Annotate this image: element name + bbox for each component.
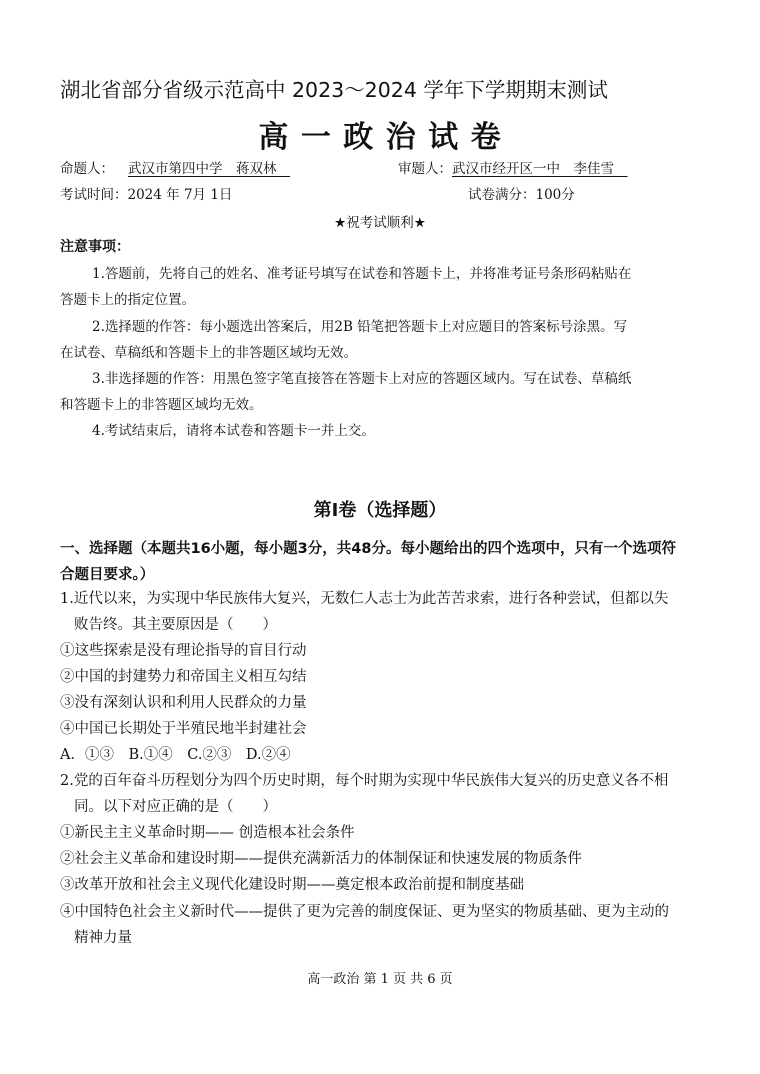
- exam-title: 高 一 政 治 试 卷: [258, 120, 502, 155]
- question-stem: 1.近代以来，为实现中华民族伟大复兴，无数仁人志士为此苦苦求索，进行各种尝试，但都以失: [60, 591, 669, 607]
- page-footer: 高一政治 第 1 页 共 6 页: [307, 972, 453, 987]
- notes-line: 和答题卡上的非答题区域均无效。: [60, 397, 263, 413]
- blessing: ★祝考试顺利★: [334, 215, 426, 231]
- notes-line: 1.答题前，先将自己的姓名、准考证号填写在试卷和答题卡上，并将准考证号条形码粘贴在: [92, 266, 632, 282]
- section-instruction: 一、选择题（本题共16小题，每小题3分，共48分。每小题给出的四个选项中，只有一个选项符: [60, 541, 676, 557]
- question-stem: 同。以下对应正确的是（ ）: [74, 799, 277, 815]
- question-options: A．①③ B.①④ C.②③ D.②④: [60, 747, 291, 763]
- exam-time: 考试时间：2024 年 7月 1日: [60, 187, 233, 203]
- reviewer-line: [398, 157, 628, 177]
- author-label: 命题人：: [60, 161, 114, 177]
- question-item: ④中国已长期处于半殖民地半封建社会: [60, 721, 307, 737]
- question-stem: 2.党的百年奋斗历程划分为四个历史时期，每个时期为实现中华民族伟大复兴的历史意义各不相: [60, 773, 669, 789]
- question-item: ④中国特色社会主义新时代——提供了更为完善的制度保证、更为坚实的物质基础、更为主动的: [60, 904, 669, 920]
- question-item: ①新民主主义革命时期—— 创造根本社会条件: [60, 825, 355, 841]
- notes-line: 2.选择题的作答：每小题选出答案后，用2B 铅笔把答题卡上对应题目的答案标号涂黑。写: [92, 319, 628, 335]
- reviewer-value: 武汉市经开区一中 李佳雪: [452, 161, 614, 177]
- question-stem: 败告终。其主要原因是（ ）: [74, 617, 277, 633]
- question-item: ②社会主义革命和建设时期——提供充满新活力的体制保证和快速发展的物质条件: [60, 851, 582, 867]
- question-item: ①这些探索是没有理论指导的盲目行动: [60, 643, 307, 659]
- school-line: 湖北省部分省级示范高中 2023～2024 学年下学期期末测试: [60, 78, 608, 102]
- author-value: 武汉市第四中学 蒋双林: [128, 161, 277, 177]
- section-instruction: 合题目要求。）: [60, 567, 155, 583]
- notes-line: 4.考试结束后，请将本试卷和答题卡一并上交。: [92, 423, 375, 439]
- notes-title: 注意事项：: [60, 239, 130, 255]
- notes-line: 在试卷、草稿纸和答题卡上的非答题区域均无效。: [60, 345, 357, 361]
- section-title: 第Ⅰ卷（选择题）: [313, 500, 447, 521]
- reviewer-label: 审题人：: [398, 161, 452, 177]
- author-line: [60, 157, 290, 177]
- question-item: ②中国的封建势力和帝国主义相互勾结: [60, 669, 307, 685]
- notes-line: 3.非选择题的作答：用黑色签字笔直接答在答题卡上对应的答题区域内。写在试卷、草稿纸: [92, 371, 632, 387]
- notes-line: 答题卡上的指定位置。: [60, 292, 195, 308]
- question-item: ③改革开放和社会主义现代化建设时期——奠定根本政治前提和制度基础: [60, 877, 524, 893]
- full-score: 试卷满分：100分: [468, 187, 575, 203]
- question-item: ③没有深刻认识和利用人民群众的力量: [60, 695, 307, 711]
- question-item: 精神力量: [74, 930, 132, 946]
